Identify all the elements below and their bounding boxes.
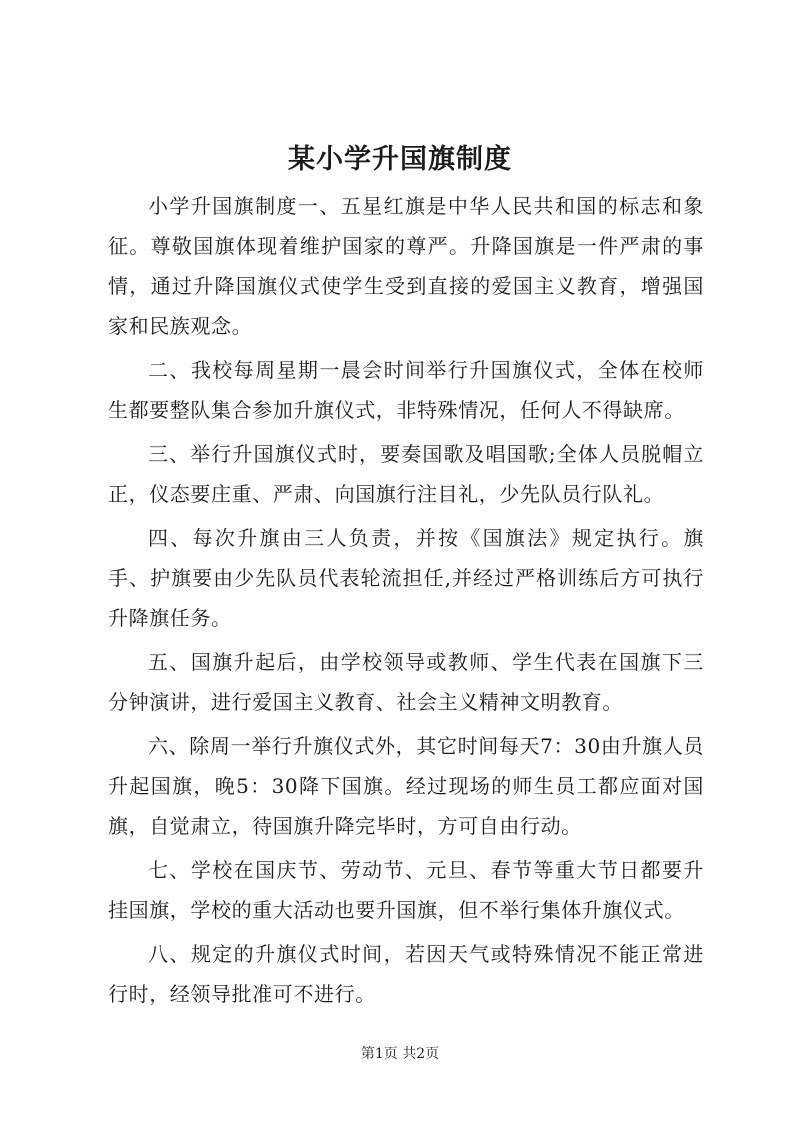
paragraph-1: 小学升国旗制度一、五星红旗是中华人民共和国的标志和象征。尊敬国旗体现着维护国家的尊严。升降国旗是一件严肃的事情，通过升降国旗仪式使学生受到直接的爱国主义教育，增强国家和民族观念。	[108, 194, 704, 338]
paragraph-5: 五、国旗升起后，由学校领导或教师、学生代表在国旗下三分钟演讲，进行爱国主义教育、社会主义精神文明教育。	[108, 650, 704, 714]
document-title: 某小学升国旗制度	[288, 144, 512, 175]
paragraph-3: 三、举行升国旗仪式时，要奏国歌及唱国歌;全体人员脱帽立正，仪态要庄重、严肃、向国旗行注目礼，少先队员行队礼。	[108, 442, 704, 506]
paragraph-4: 四、每次升旗由三人负责，并按《国旗法》规定执行。旗手、护旗要由少先队员代表轮流担任,并经过严格训练后方可执行升降旗任务。	[108, 526, 704, 630]
paragraph-6: 六、除周一举行升旗仪式外，其它时间每天7：30由升旗人员升起国旗，晚5：30降下国旗。经过现场的师生员工都应面对国旗，自觉肃立，待国旗升降完毕时，方可自由行动。	[108, 734, 704, 838]
paragraph-2: 二、我校每周星期一晨会时间举行升国旗仪式，全体在校师生都要整队集合参加升旗仪式，非特殊情况，任何人不得缺席。	[108, 358, 704, 422]
document-body	[108, 186, 704, 1018]
page-number-footer: 第1页 共2页	[360, 1046, 440, 1062]
paragraph-8: 八、规定的升旗仪式时间，若因天气或特殊情况不能正常进行时，经领导批准可不进行。	[108, 942, 704, 1006]
paragraph-7: 七、学校在国庆节、劳动节、元旦、春节等重大节日都要升挂国旗，学校的重大活动也要升国旗，但不举行集体升旗仪式。	[108, 858, 704, 922]
